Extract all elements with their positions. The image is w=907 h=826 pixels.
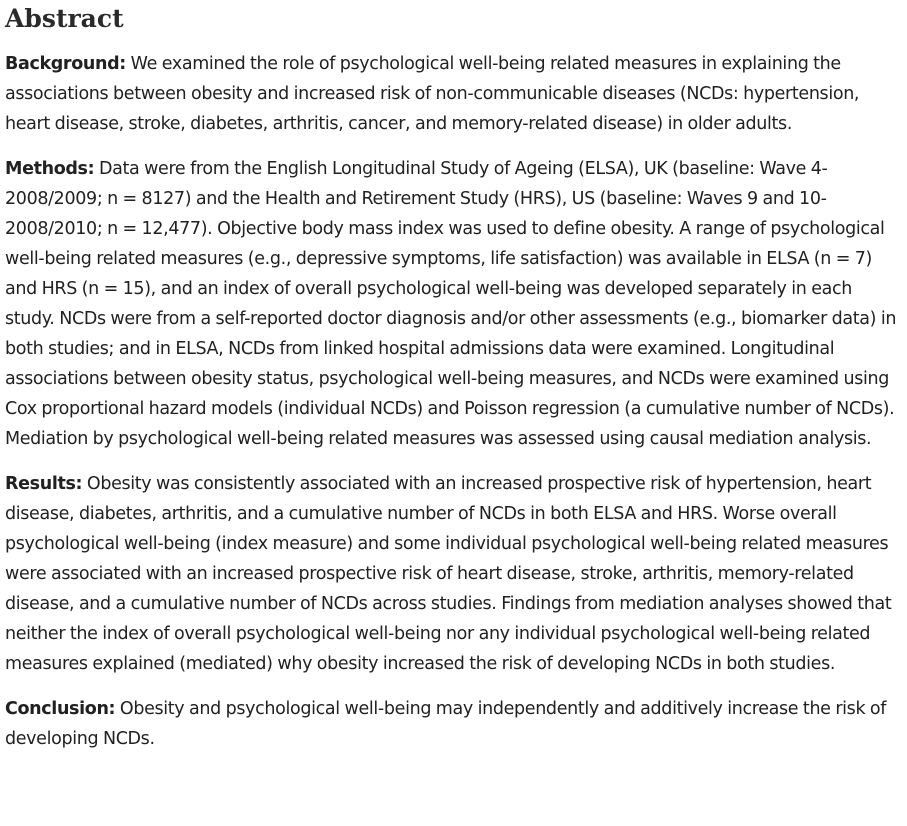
section-text: Obesity and psychological well-being may independently and additively increase the risk of developing NCDs.: [5, 699, 887, 749]
abstract-heading: Abstract: [5, 4, 124, 33]
abstract-section-conclusion: [5, 694, 903, 754]
abstract-section-methods: [5, 154, 903, 454]
section-text: Data were from the English Longitudinal Study of Ageing (ELSA), UK (baseline: Wave 4-2008/2009; n = 8127) and the Health and Retirement Study (HRS), US (baseline: Waves 9 and 10-2008/2010; n = 12,477). Objective body mass index was used to define obesity. A range of psychological well-being related measures (e.g., depressive symptoms, life satisfaction) was available in ELSA (n = 7) and HRS (n = 15), and an index of overall psychological well-being was developed separately in each study. NCDs were from a self-reported doctor diagnosis and/or other assessments (e.g., biomarker data) in both studies; and in ELSA, NCDs from linked hospital admissions data were examined. Longitudinal associations between obesity status, psychological well-being measures, and NCDs were examined using Cox proportional hazard models (individual NCDs) and Poisson regression (a cumulative number of NCDs). Mediation by psychological well-being related measures was assessed using causal mediation analysis.: [5, 159, 897, 449]
abstract-section-results: [5, 469, 903, 679]
abstract-section-background: [5, 49, 903, 139]
section-label: Background:: [5, 54, 126, 74]
section-label: Methods:: [5, 159, 95, 179]
section-label: Results:: [5, 474, 83, 494]
section-label: Conclusion:: [5, 699, 116, 719]
abstract-container: [5, 2, 903, 754]
section-text: We examined the role of psychological well-being related measures in explaining the associations between obesity and increased risk of non-communicable diseases (NCDs: hypertension, heart disease, stroke, diabetes, arthritis, cancer, and memory-related disease) in older adults.: [5, 54, 860, 134]
section-text: Obesity was consistently associated with an increased prospective risk of hypertension, heart disease, diabetes, arthritis, and a cumulative number of NCDs in both ELSA and HRS. Worse overall psychological well-being (index measure) and some individual psychological well-being related measures were associated with an increased prospective risk of heart disease, stroke, arthritis, memory-related disease, and a cumulative number of NCDs across studies. Findings from mediation analyses showed that neither the index of overall psychological well-being nor any individual psychological well-being related measures explained (mediated) why obesity increased the risk of developing NCDs in both studies.: [5, 474, 892, 674]
